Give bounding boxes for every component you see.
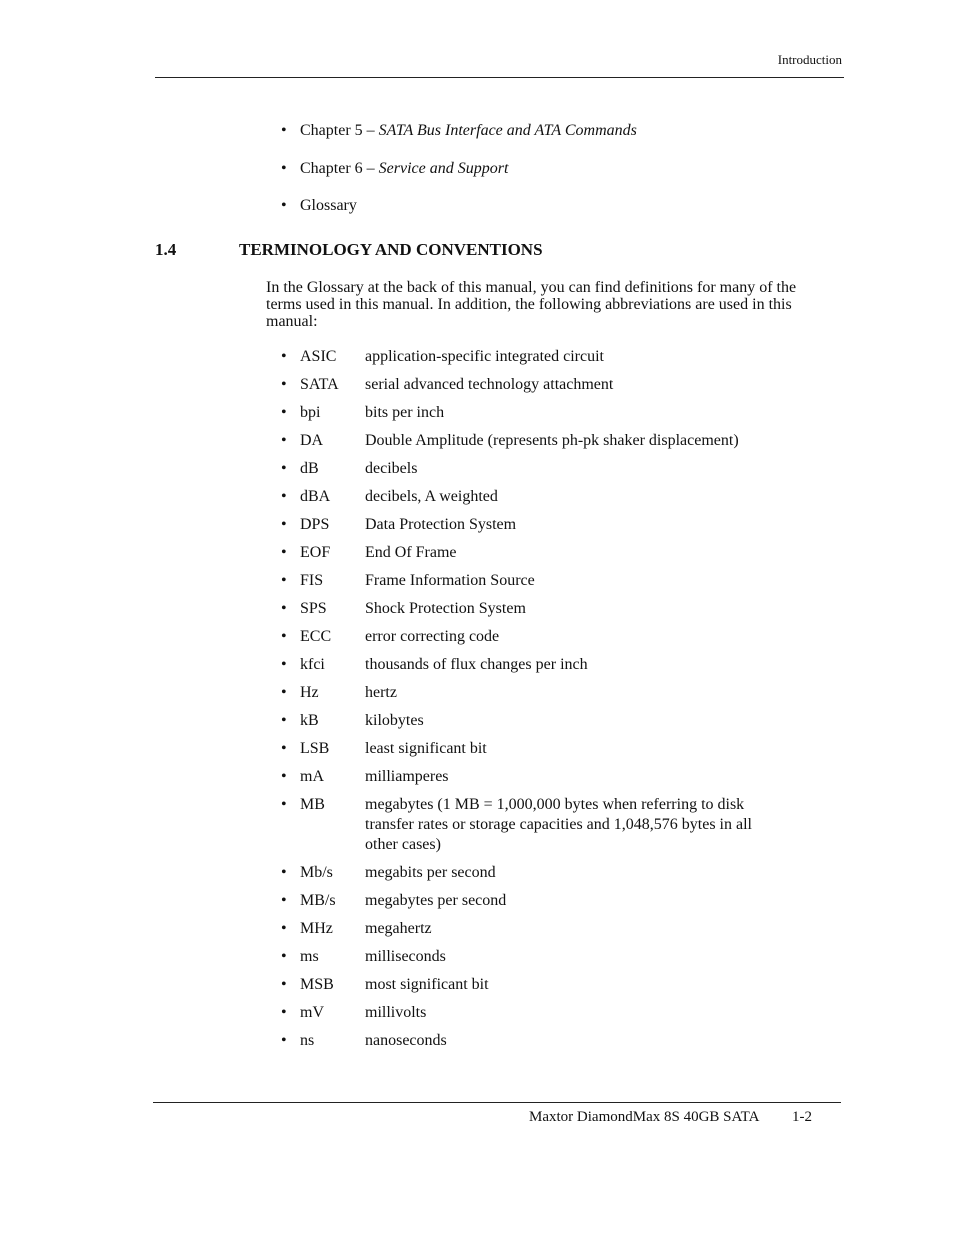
bullet: • — [281, 892, 287, 909]
bullet: • — [281, 516, 287, 533]
abbreviation-item — [281, 403, 781, 423]
abbreviation-term: ASIC — [300, 348, 337, 365]
page-number: 1-2 — [792, 1109, 812, 1125]
abbreviation-definition: hertz — [365, 684, 397, 701]
abbreviation-term: SATA — [300, 376, 339, 393]
abbreviation-item — [281, 919, 781, 939]
section-heading — [155, 240, 543, 260]
running-header: Introduction — [777, 52, 842, 67]
bullet: • — [281, 864, 287, 881]
abbreviation-item — [281, 711, 781, 731]
abbreviation-item — [281, 891, 781, 911]
abbreviation-definition: Frame Information Source — [365, 572, 535, 589]
abbreviation-item — [281, 863, 781, 883]
bullet: • — [281, 348, 287, 365]
bullet: • — [281, 768, 287, 785]
abbreviation-item — [281, 543, 781, 563]
abbreviation-term: DA — [300, 432, 324, 449]
abbreviation-item — [281, 795, 781, 855]
abbreviation-definition: thousands of flux changes per inch — [365, 656, 588, 673]
bullet: • — [281, 740, 287, 757]
list-item — [281, 159, 637, 197]
bullet: • — [281, 544, 287, 561]
abbreviation-term: mA — [300, 768, 324, 785]
chapter-list — [281, 121, 637, 234]
bullet: • — [281, 948, 287, 965]
abbreviation-definition: bits per inch — [365, 404, 445, 421]
abbreviation-definition: megahertz — [365, 920, 432, 937]
bullet: • — [281, 628, 287, 645]
abbreviation-item — [281, 459, 781, 479]
abbreviation-term: FIS — [300, 572, 324, 589]
abbreviation-item — [281, 975, 781, 995]
abbreviation-term: kfci — [300, 656, 325, 673]
bullet: • — [281, 684, 287, 701]
abbreviation-item — [281, 431, 781, 451]
abbreviation-definition: Shock Protection System — [365, 600, 526, 617]
chapter-prefix: Chapter 6 – — [300, 159, 379, 177]
bullet: • — [281, 159, 287, 177]
list-item — [281, 121, 637, 159]
abbreviation-item — [281, 571, 781, 591]
abbreviation-term: MHz — [300, 920, 333, 937]
abbreviation-list — [281, 347, 781, 1059]
abbreviation-term: ns — [300, 1032, 315, 1049]
abbreviation-definition: Double Amplitude (represents ph-pk shaker displacement) — [365, 432, 739, 449]
chapter-prefix: Chapter 5 – — [300, 122, 379, 139]
abbreviation-item — [281, 767, 781, 787]
abbreviation-item — [281, 515, 781, 535]
abbreviation-definition: End Of Frame — [365, 544, 457, 561]
abbreviation-term: dB — [300, 460, 319, 477]
abbreviation-term: MSB — [300, 976, 334, 993]
abbreviation-item — [281, 947, 781, 967]
abbreviation-item — [281, 1003, 781, 1023]
abbreviation-definition: megabytes (1 MB = 1,000,000 bytes when referring to disk transfer rates or storage capacities and 1,048,576 bytes in all other cases) — [365, 796, 752, 853]
bullet: • — [281, 1004, 287, 1021]
abbreviation-definition: nanoseconds — [365, 1032, 447, 1049]
section-number: 1.4 — [155, 240, 177, 259]
abbreviation-definition: kilobytes — [365, 712, 424, 729]
footer-rule — [153, 1102, 841, 1103]
bullet: • — [281, 1032, 287, 1049]
abbreviation-definition: least significant bit — [365, 740, 487, 757]
abbreviation-item — [281, 487, 781, 507]
abbreviation-item — [281, 655, 781, 675]
bullet: • — [281, 460, 287, 477]
abbreviation-term: kB — [300, 712, 319, 729]
bullet: • — [281, 656, 287, 673]
header-rule — [155, 77, 844, 78]
abbreviation-term: ms — [300, 948, 319, 965]
abbreviation-definition: megabytes per second — [365, 892, 507, 909]
abbreviation-term: mV — [300, 1004, 324, 1021]
abbreviation-definition: megabits per second — [365, 864, 496, 881]
bullet: • — [281, 600, 287, 617]
intro-paragraph: In the Glossary at the back of this manual, you can find definitions for many of the terms used in this manual. In addition, the following abbreviations are used in this manual: — [266, 279, 797, 330]
abbreviation-definition: Data Protection System — [365, 516, 517, 533]
bullet: • — [281, 488, 287, 505]
abbreviation-term: EOF — [300, 544, 331, 561]
abbreviation-item — [281, 627, 781, 647]
chapter-prefix: Glossary — [300, 197, 357, 214]
abbreviation-definition: serial advanced technology attachment — [365, 376, 614, 393]
abbreviation-definition: milliseconds — [365, 948, 446, 965]
abbreviation-definition: application-specific integrated circuit — [365, 348, 604, 365]
abbreviation-item — [281, 375, 781, 395]
bullet: • — [281, 376, 287, 393]
abbreviation-definition: most significant bit — [365, 976, 489, 993]
abbreviation-term: SPS — [300, 600, 327, 617]
list-item — [281, 196, 637, 234]
abbreviation-item — [281, 739, 781, 759]
bullet: • — [281, 404, 287, 421]
abbreviation-term: bpi — [300, 404, 321, 421]
footer-title: Maxtor DiamondMax 8S 40GB SATA — [529, 1109, 760, 1125]
abbreviation-term: Mb/s — [300, 864, 333, 881]
bullet: • — [281, 796, 287, 813]
abbreviation-definition: millivolts — [365, 1004, 427, 1021]
bullet: • — [281, 712, 287, 729]
abbreviation-term: MB/s — [300, 892, 336, 909]
abbreviation-item — [281, 1031, 781, 1051]
bullet: • — [281, 197, 287, 214]
section-title: TERMINOLOGY AND CONVENTIONS — [239, 240, 543, 259]
abbreviation-item — [281, 347, 781, 367]
bullet: • — [281, 122, 287, 139]
bullet: • — [281, 572, 287, 589]
abbreviation-term: ECC — [300, 628, 332, 645]
bullet: • — [281, 920, 287, 937]
abbreviation-item — [281, 599, 781, 619]
chapter-title: Service and Support — [378, 159, 509, 177]
abbreviation-definition: error correcting code — [365, 628, 500, 645]
bullet: • — [281, 432, 287, 449]
abbreviation-term: dBA — [300, 488, 331, 505]
abbreviation-item — [281, 683, 781, 703]
abbreviation-definition: decibels, A weighted — [365, 488, 498, 505]
bullet: • — [281, 976, 287, 993]
chapter-title: SATA Bus Interface and ATA Commands — [378, 122, 637, 139]
abbreviation-term: DPS — [300, 516, 330, 533]
abbreviation-term: MB — [300, 796, 325, 813]
abbreviation-term: Hz — [300, 684, 319, 701]
abbreviation-term: LSB — [300, 740, 330, 757]
abbreviation-definition: milliamperes — [365, 768, 449, 785]
abbreviation-definition: decibels — [365, 460, 418, 477]
